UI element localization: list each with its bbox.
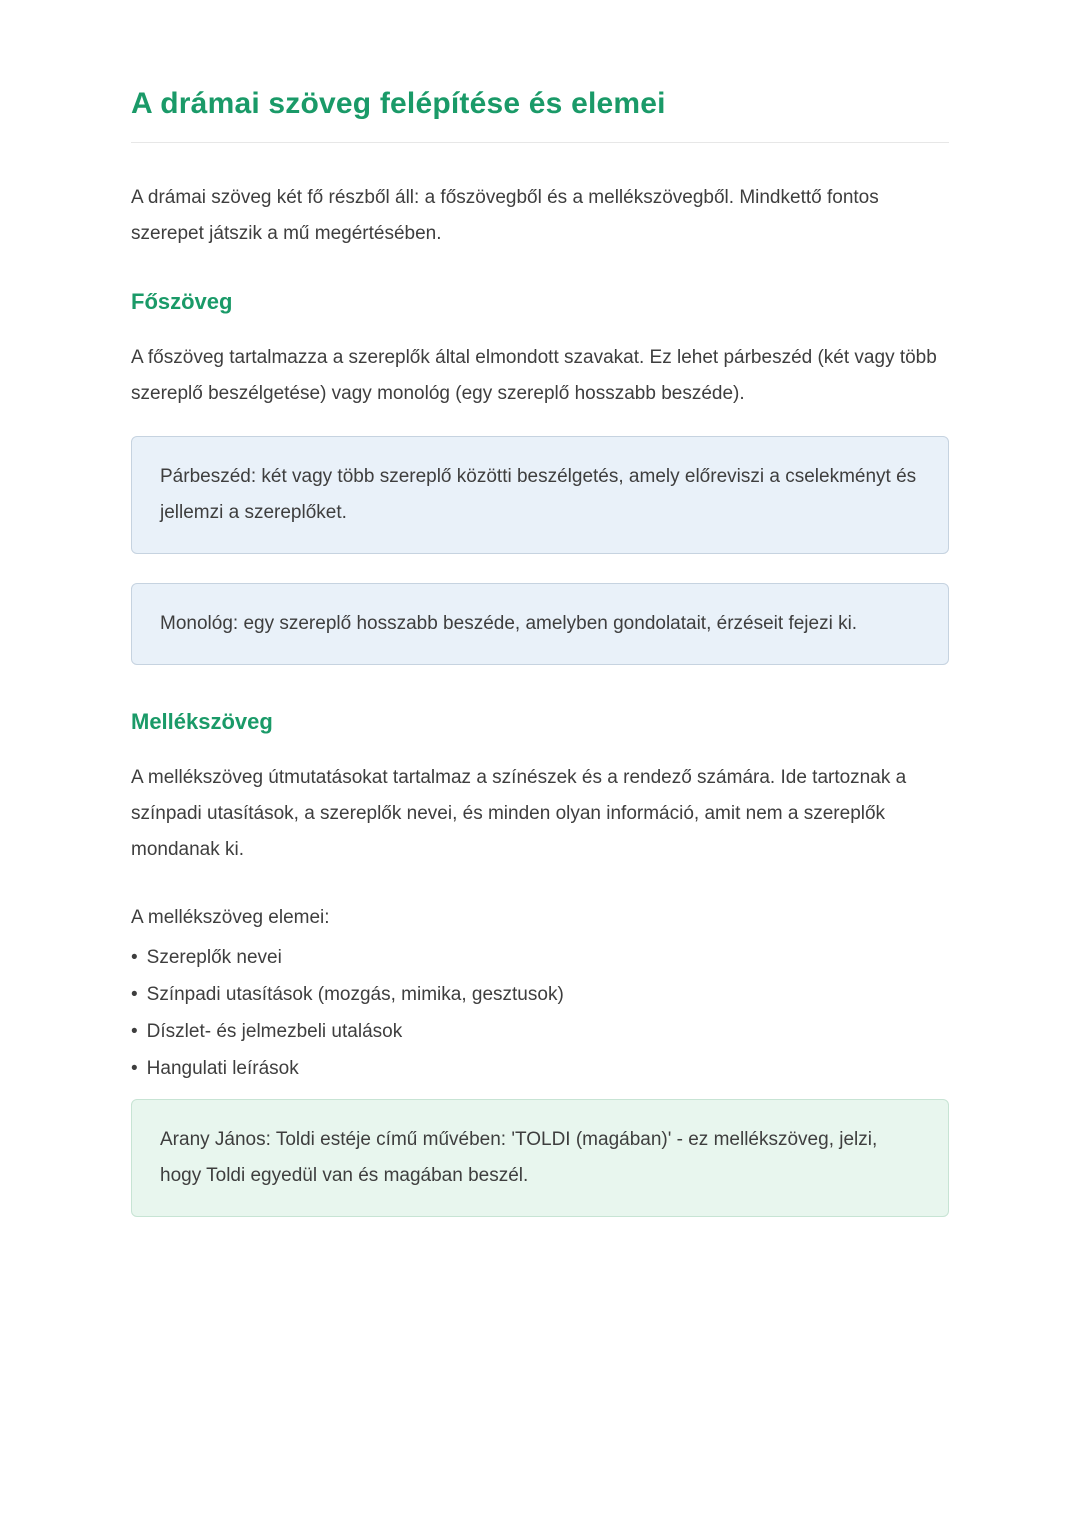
list-item-label: Szereplők nevei xyxy=(146,947,282,968)
bullet-icon: • xyxy=(131,1021,138,1042)
callout-example-toldi xyxy=(131,1099,949,1217)
section-heading-mellekszoveg: Mellékszöveg xyxy=(131,709,273,734)
callout-parbeszed xyxy=(131,436,949,554)
list-item-label: Hangulati leírások xyxy=(146,1058,299,1079)
list-item xyxy=(131,939,949,976)
intro-paragraph: A drámai szöveg két fő részből áll: a főszövegből és a mellékszövegből. Mindkettő fontos szerepet játszik a mű megértésében. xyxy=(131,187,879,244)
list-item xyxy=(131,976,949,1013)
mellekszoveg-paragraph: A mellékszöveg útmutatásokat tartalmaz a színészek és a rendező számára. Ide tartoznak a színpadi utasítások, a szereplők nevei, és minden olyan információ, amit nem a szereplők mondanak ki. xyxy=(131,767,907,860)
list-item-label: Színpadi utasítások (mozgás, mimika, gesztusok) xyxy=(146,984,564,1005)
callout-parbeszed-text: Párbeszéd: két vagy több szereplő közötti beszélgetés, amely előreviszi a cselekményt és jellemzi a szereplőket. xyxy=(160,466,917,523)
callout-monolog xyxy=(131,583,949,665)
document-page xyxy=(131,0,949,1217)
page-title: A drámai szöveg felépítése és elemei xyxy=(131,87,666,120)
bullet-icon: • xyxy=(131,947,138,968)
foszoveg-paragraph: A főszöveg tartalmazza a szereplők által elmondott szavakat. Ez lehet párbeszéd (két vagy több szereplő beszélgetése) vagy monológ (egy szereplő hosszabb beszéde). xyxy=(131,347,937,404)
bullet-icon: • xyxy=(131,1058,138,1079)
bullet-list xyxy=(131,939,949,1087)
list-item xyxy=(131,1050,949,1087)
callout-monolog-text: Monológ: egy szereplő hosszabb beszéde, amelyben gondolatait, érzéseit fejezi ki. xyxy=(160,613,858,634)
list-item xyxy=(131,1013,949,1050)
title-divider xyxy=(131,142,949,143)
bullet-icon: • xyxy=(131,984,138,1005)
callout-example-toldi-text: Arany János: Toldi estéje című művében: 'TOLDI (magában)' - ez mellékszöveg, jelzi, hogy Toldi egyedül van és magában beszél. xyxy=(160,1129,878,1186)
section-heading-foszoveg: Főszöveg xyxy=(131,289,233,314)
list-item-label: Díszlet- és jelmezbeli utalások xyxy=(146,1021,403,1042)
list-intro: A mellékszöveg elemei: xyxy=(131,907,330,928)
